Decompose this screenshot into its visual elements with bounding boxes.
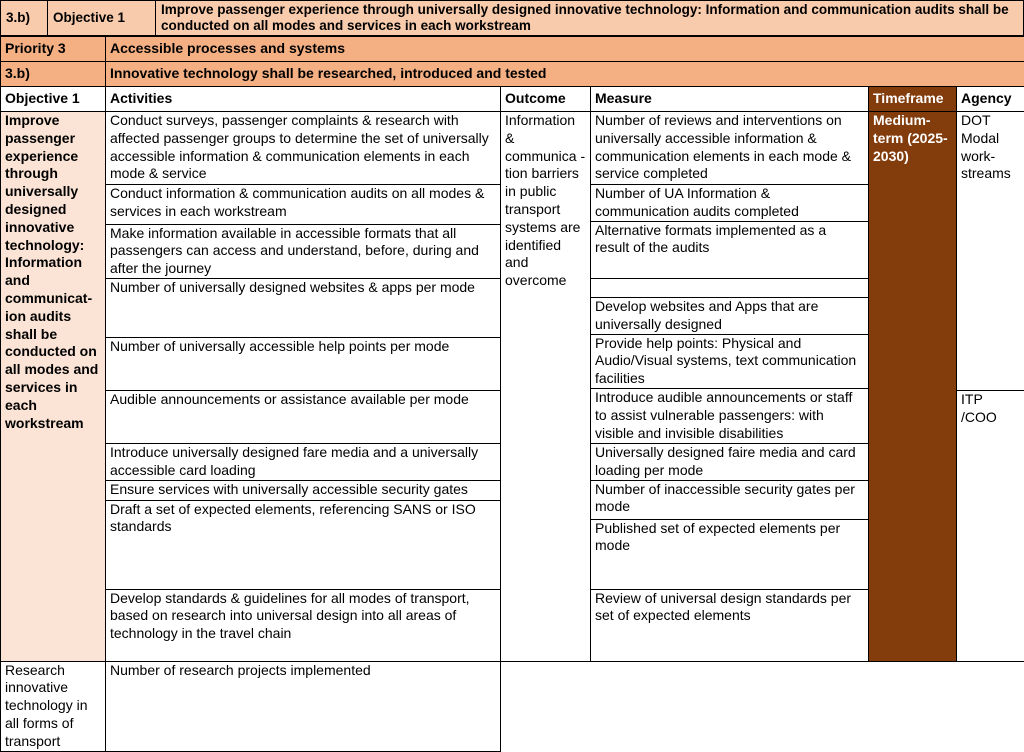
col-activities: Activities xyxy=(106,87,501,112)
activity-10: Develop standards & guidelines for all modes of transport, based on research into universal design into all areas of technology in the travel chain xyxy=(106,589,501,661)
priority-text: Accessible processes and systems xyxy=(106,37,1024,62)
measure-2: Number of UA Information & communication audits completed xyxy=(591,185,869,222)
col-measure: Measure xyxy=(591,87,869,112)
activity-9: Draft a set of expected elements, referencing SANS or ISO standards xyxy=(106,500,501,589)
activity-7: Introduce universally designed fare media and a universally accessible card loading xyxy=(106,443,501,480)
timeframe-cell: Medium-term (2025-2030) xyxy=(869,112,957,662)
measure-9: Published set of expected elements per mode xyxy=(591,519,869,589)
subsection-text: Innovative technology shall be researched, introduced and tested xyxy=(106,62,1024,87)
col-agency: Agency xyxy=(957,87,1024,112)
subsection-code: 3.b) xyxy=(1,62,106,87)
col-timeframe: Timeframe xyxy=(869,87,957,112)
header-objective-label: Objective 1 xyxy=(48,1,156,36)
measure-10: Review of universal design standards per set of expected elements xyxy=(591,589,869,661)
activity-11: Research innovative technology in all forms of transport xyxy=(1,661,106,751)
header-objective-text: Improve passenger experience through universally designed innovative technology: Information and communication audits shall be conducted on all modes and services in each workstream xyxy=(156,1,1024,36)
outcome-cell: Information & communica -tion barriers in public transport systems are identified and overcome xyxy=(501,112,591,662)
activity-2: Conduct information & communication audits on all modes & services in each workstream xyxy=(106,185,501,225)
activity-6: Introduce audible announcements or staff to assist vulnerable passengers: with visible and invisible disabilities xyxy=(591,388,869,443)
objective-cell: Improve passenger experience through universally designed innovative technology: Information and communicat-ion audits shall be conducted on all modes and services in each workstream xyxy=(1,112,106,662)
activity-5: Provide help points: Physical and Audio/Visual systems, text communication facilities xyxy=(591,334,869,388)
agency-dot: DOT Modal work-streams xyxy=(957,112,1024,391)
measure-3: Alternative formats implemented as a result of the audits xyxy=(591,221,869,278)
measure-4: Number of universally designed websites & apps per mode xyxy=(106,278,501,337)
activity-3: Make information available in accessible formats that all passengers can access and understand, before, during and after the journey xyxy=(106,224,501,278)
priority-label: Priority 3 xyxy=(1,37,106,62)
activities-table xyxy=(0,36,1024,752)
activity-1: Conduct surveys, passenger complaints & research with affected passenger groups to determine the set of universally accessible information & communication elements in each mode & service xyxy=(106,112,501,185)
header-code: 3.b) xyxy=(1,1,48,36)
measure-11: Number of research projects implemented xyxy=(106,661,501,751)
measure-8: Number of inaccessible security gates per mode xyxy=(591,480,869,519)
measure-6: Audible announcements or assistance available per mode xyxy=(106,390,501,443)
activity-4: Develop websites and Apps that are universally designed xyxy=(591,297,869,334)
measure-1: Number of reviews and interventions on universally accessible information & communication elements in each mode & service completed xyxy=(591,112,869,185)
col-objective: Objective 1 xyxy=(1,87,106,112)
agency-itp: ITP /COO xyxy=(957,390,1024,661)
objective-header-table xyxy=(0,0,1024,36)
activity-8: Ensure services with universally accessible security gates xyxy=(106,480,501,500)
measure-7: Universally designed faire media and card loading per mode xyxy=(591,443,869,480)
col-outcome: Outcome xyxy=(501,87,591,112)
measure-5: Number of universally accessible help points per mode xyxy=(106,337,501,390)
